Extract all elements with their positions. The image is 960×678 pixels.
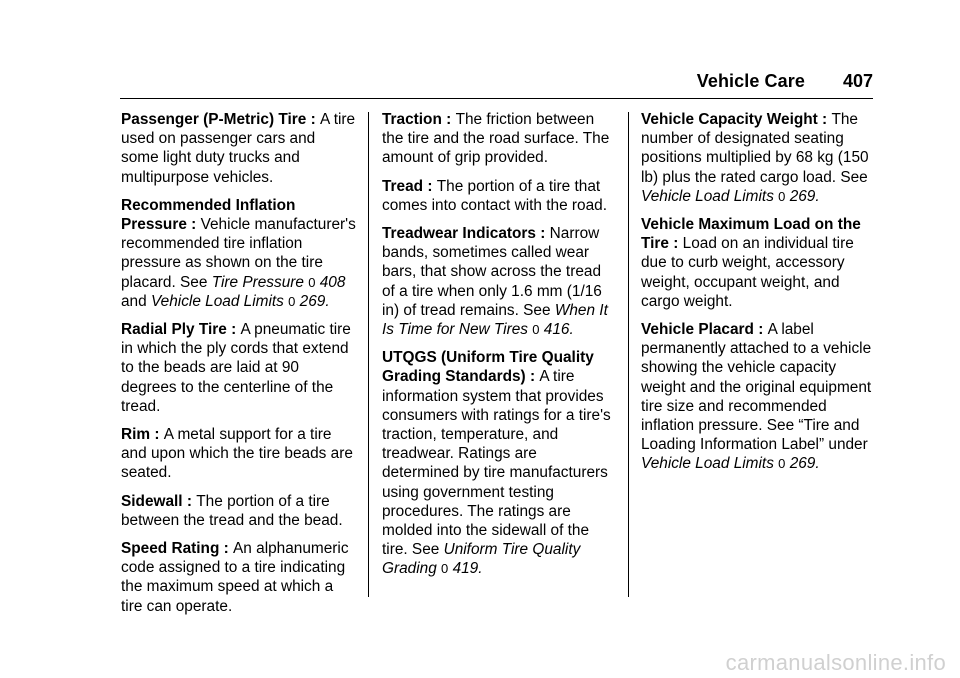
sentence-end: . bbox=[815, 187, 820, 205]
glossary-definition: Narrow bands, sometimes called wear bars, that show across the tread of a tire when only 1.6 mm (1/16 in) of tread remains. See bbox=[382, 225, 602, 319]
term-separator: : bbox=[219, 540, 234, 558]
glossary-term: Radial Ply Tire bbox=[121, 321, 227, 339]
glossary-entry-speed-rating bbox=[121, 539, 357, 616]
column-3 bbox=[641, 110, 877, 483]
page-reference[interactable] bbox=[288, 293, 325, 310]
glossary-entry-utqgs bbox=[382, 348, 618, 578]
term-separator: : bbox=[150, 426, 164, 444]
glossary-term: Vehicle Placard bbox=[641, 321, 754, 339]
page-ref-icon: 0 bbox=[308, 274, 316, 290]
term-separator: : bbox=[753, 321, 768, 339]
page-ref-number: 408 bbox=[319, 273, 346, 291]
term-separator: : bbox=[525, 368, 540, 386]
glossary-definition: Load on an individual tire due to curb weight, accessory weight, occupant weight, and cargo weight. bbox=[641, 235, 854, 310]
page-reference[interactable] bbox=[778, 188, 815, 205]
glossary-definition: A pneumatic tire in which the ply cords that extend to the beads are laid at 90 degrees to the centerline of the tread. bbox=[121, 321, 351, 415]
glossary-term: UTQGS (Uniform Tire Quality Grading Standards) bbox=[382, 349, 594, 386]
glossary-definition: The friction between the tire and the road surface. The amount of grip provided. bbox=[382, 111, 610, 167]
page-ref-icon: 0 bbox=[532, 322, 540, 338]
page-reference[interactable] bbox=[532, 321, 569, 338]
cross-reference-link[interactable]: When It Is Time for New Tires bbox=[382, 301, 608, 339]
glossary-entry-sidewall bbox=[121, 492, 357, 530]
glossary-term: Rim bbox=[121, 426, 151, 444]
glossary-entry-radial-ply-tire bbox=[121, 320, 357, 416]
glossary-term: Passenger (P-Metric) Tire bbox=[121, 111, 307, 128]
glossary-term: Sidewall bbox=[121, 492, 183, 510]
cross-reference-link[interactable]: Uniform Tire Quality Grading bbox=[382, 541, 581, 578]
glossary-term: Traction bbox=[382, 111, 442, 128]
glossary-entry-traction bbox=[382, 110, 618, 168]
page-number: 407 bbox=[842, 71, 873, 91]
cross-reference-link[interactable]: Tire Pressure bbox=[211, 273, 304, 291]
page-reference[interactable] bbox=[441, 560, 478, 577]
term-separator: : bbox=[441, 111, 456, 128]
term-separator: : bbox=[226, 321, 241, 339]
cross-reference-link[interactable]: Vehicle Load Limits bbox=[150, 292, 284, 310]
connector-text: and bbox=[121, 292, 151, 310]
glossary-term: Vehicle Capacity Weight bbox=[641, 111, 818, 128]
glossary-entry-vehicle-maximum-load bbox=[641, 215, 877, 311]
term-separator: : bbox=[668, 235, 683, 253]
glossary-definition: A tire information system that provides consumers with ratings for a tire's traction, temperature, and treadwear. Ratings are determined by tire manufacturers using government testing procedures. The ratings are molded into the sidewall of the tire. See bbox=[382, 368, 611, 559]
term-separator: : bbox=[182, 492, 197, 510]
glossary-definition: The portion of a tire that comes into contact with the road. bbox=[382, 177, 607, 214]
glossary-entry-tread bbox=[382, 177, 618, 215]
glossary-definition: A label permanently attached to a vehicle showing the vehicle capacity weight and the original equipment tire size and recommended inflation pressure. See “Tire and Loading Information Label” under bbox=[641, 321, 872, 454]
glossary-term: Speed Rating bbox=[121, 540, 220, 558]
glossary-term: Vehicle Maximum Load on the Tire bbox=[641, 216, 861, 253]
term-separator: : bbox=[423, 177, 437, 195]
glossary-definition: An alphanumeric code assigned to a tire indicating the maximum speed at which a tire can operate. bbox=[121, 540, 349, 615]
sentence-end: . bbox=[569, 321, 574, 339]
page-ref-number: 416 bbox=[543, 321, 570, 339]
page-ref-number: 269 bbox=[789, 187, 816, 205]
page-ref-icon: 0 bbox=[441, 561, 449, 577]
sentence-end: . bbox=[325, 292, 330, 310]
glossary-definition: Vehicle manufacturer's recommended tire inflation pressure as shown on the tire placard. See bbox=[121, 216, 356, 291]
glossary-term: Recommended Inflation Pressure bbox=[121, 196, 296, 234]
cross-reference-link[interactable]: Vehicle Load Limits bbox=[641, 455, 774, 473]
column-divider bbox=[368, 112, 369, 597]
page-ref-number: 419 bbox=[452, 560, 479, 578]
cross-reference-link[interactable]: Vehicle Load Limits bbox=[641, 187, 774, 205]
column-divider bbox=[628, 112, 629, 597]
column-2 bbox=[382, 110, 618, 588]
page-reference[interactable] bbox=[308, 274, 345, 291]
glossary-definition: The number of designated seating positions multiplied by 68 kg (150 lb) plus the rated cargo load. See bbox=[641, 111, 869, 186]
page-ref-number: 269 bbox=[789, 455, 816, 473]
page-ref-number: 269 bbox=[299, 292, 326, 310]
term-separator: : bbox=[186, 216, 201, 234]
glossary-entry-vehicle-capacity-weight bbox=[641, 110, 877, 206]
page-header bbox=[120, 68, 873, 99]
page-reference[interactable] bbox=[778, 455, 815, 472]
term-separator: : bbox=[817, 111, 832, 128]
watermark: carmanualsonline.info bbox=[725, 650, 946, 675]
glossary-term: Treadwear Indicators bbox=[382, 225, 536, 243]
glossary-entry-treadwear-indicators bbox=[382, 224, 618, 339]
glossary-definition: A metal support for a tire and upon which the tire beads are seated. bbox=[121, 426, 353, 482]
glossary-entry-recommended-inflation-pressure bbox=[121, 196, 357, 311]
sentence-end: . bbox=[478, 560, 483, 578]
glossary-entry-passenger-tire bbox=[121, 110, 357, 187]
column-1 bbox=[121, 110, 357, 625]
glossary-definition: The portion of a tire between the tread and the bead. bbox=[121, 492, 343, 529]
glossary-entry-rim bbox=[121, 425, 357, 483]
page-ref-icon: 0 bbox=[288, 293, 296, 309]
glossary-term: Tread bbox=[382, 177, 424, 195]
term-separator: : bbox=[535, 225, 550, 243]
term-separator: : bbox=[306, 111, 321, 128]
glossary-definition: A tire used on passenger cars and some light duty trucks and multipurpose vehicles. bbox=[121, 111, 356, 186]
page-ref-icon: 0 bbox=[778, 456, 786, 472]
sentence-end: . bbox=[815, 455, 820, 473]
glossary-entry-vehicle-placard bbox=[641, 320, 877, 474]
section-title: Vehicle Care bbox=[696, 71, 805, 91]
page-ref-icon: 0 bbox=[778, 188, 786, 204]
